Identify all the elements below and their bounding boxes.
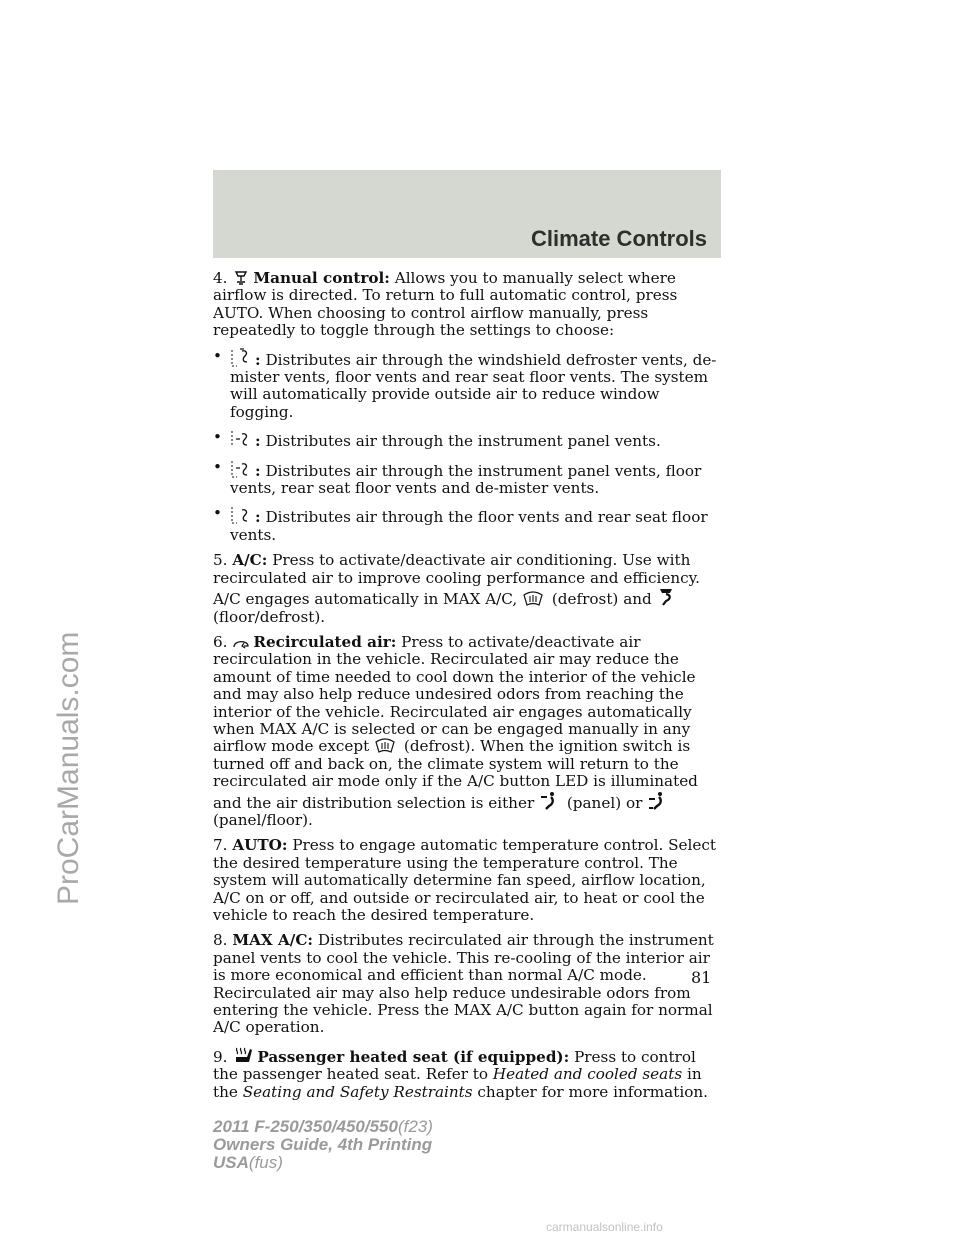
item-number: 6.	[213, 632, 228, 651]
bullet-text: Distributes air through the floor vents and rear seat floor vents.	[230, 508, 708, 544]
footer-market: USA	[213, 1153, 249, 1172]
bullet-dot: •	[213, 504, 222, 523]
bullet-colon: :	[255, 508, 261, 527]
item-text: Press to activate/deactivate air conditioning. Use with recirculated air to improve cooling performance and efficiency. A/C engages automatically in MAX A/C,	[213, 551, 701, 609]
heated-seat-icon	[232, 1045, 254, 1065]
bullet-text: Distributes air through the instrument panel vents.	[265, 432, 661, 451]
item-text-continued: (defrost). When the ignition switch is turned off and back on, the climate system will return to the recirculated air mode only if the A/C button LED is illuminated and the air distribution selection is either	[213, 737, 698, 812]
item-number: 5.	[213, 551, 228, 570]
item-6	[213, 634, 723, 829]
item-8	[213, 932, 723, 1036]
footer-market-code: (fus)	[248, 1153, 283, 1172]
item-text: Press to control the passenger heated seat. Refer to	[213, 1047, 696, 1084]
section-header-band	[213, 170, 721, 258]
defrost-icon	[374, 738, 396, 754]
defrost-icon	[522, 591, 544, 607]
footer-line-2: Owners Guide, 4th Printing	[213, 1135, 433, 1154]
bullet-colon: :	[255, 432, 261, 451]
item-9	[213, 1045, 723, 1101]
section-title: Climate Controls	[530, 226, 707, 251]
item-text: Distributes recirculated air through the instrument panel vents to cool the vehicle. This re-cooling of the interior air is more economical and efficient than normal A/C mode. Recirculated air may also help reduce undesirable odors from entering the vehicle. Press the MAX A/C button again for normal A/C operation.	[213, 931, 714, 1037]
floor-mode-icon	[230, 505, 252, 525]
recirculation-icon	[232, 638, 250, 650]
bullet-dot: •	[213, 428, 222, 447]
floor-defrost-label: (floor/defrost).	[213, 607, 326, 626]
reference-chapter: Seating and Safety Restraints	[242, 1082, 473, 1101]
footer-line-1	[213, 1118, 433, 1136]
bullet-panel-floor	[213, 459, 723, 498]
page-number: 81	[691, 968, 712, 987]
item-label: A/C:	[232, 551, 268, 570]
item-text-end: chapter for more information.	[477, 1082, 708, 1101]
item-7	[213, 837, 723, 924]
item-label: Manual control:	[253, 269, 390, 287]
bullet-colon: :	[255, 350, 261, 369]
item-label: MAX A/C:	[232, 931, 314, 950]
panel-floor-label: (panel/floor).	[213, 810, 313, 829]
bullet-panel	[213, 429, 723, 450]
item-number: 4.	[213, 269, 228, 287]
item-4	[213, 270, 723, 340]
panel-seat-icon	[539, 791, 559, 811]
item-text: Press to engage automatic temperature control. Select the desired temperature using the temperature control. The system will automatically determine fan speed, airflow location, A/C on or off, and outside or recirculated air, to heat or cool the vehicle to reach the desired temperature.	[213, 836, 716, 924]
item-number: 9.	[213, 1047, 228, 1066]
item-text: Allows you to manually select where airflow is directed. To return to full automatic control, press AUTO. When choosing to control airflow manually, press repeatedly to toggle through the settings to choose:	[213, 269, 678, 340]
item-5	[213, 552, 723, 626]
bullet-dot: •	[213, 457, 222, 476]
in-the-text: in the	[213, 1065, 702, 1101]
item-number: 8.	[213, 931, 228, 950]
bullet-text: Distributes air through the instrument panel vents, floor vents, rear seat floor vents and de-mister vents.	[230, 461, 702, 498]
watermark: ProCarManuals.com	[52, 631, 85, 905]
bullet-colon: :	[255, 461, 261, 480]
bullet-defrost-floor	[213, 348, 723, 422]
reference-heated-seats: Heated and cooled seats	[492, 1065, 683, 1084]
footer-line-3	[213, 1154, 433, 1172]
item-label: AUTO:	[232, 836, 288, 855]
footer-model: 2011 F-250/350/450/550	[213, 1117, 398, 1136]
item-label: Passenger heated seat (if equipped):	[257, 1047, 570, 1066]
defrost-floor-mode-icon	[230, 348, 252, 368]
item-number: 7.	[213, 836, 228, 855]
document-footer	[213, 1118, 433, 1172]
item-text: Press to activate/deactivate air recirculation in the vehicle. Recirculated air may reduce the amount of time needed to cool down the interior of the vehicle and may also help reduce undesired odors from reaching the interior of the vehicle. Recirculated air engages automatically when MAX A/C is selected or can be engaged manually in any airflow mode except	[213, 632, 696, 756]
footer-code: (f23)	[397, 1117, 433, 1136]
panel-mode-icon	[230, 429, 252, 449]
and-word: and	[623, 590, 652, 609]
manual-control-icon	[232, 270, 250, 286]
panel-label: (panel) or	[566, 793, 643, 812]
bullet-floor	[213, 505, 723, 544]
page-content	[213, 270, 723, 1109]
floor-defrost-icon	[657, 587, 677, 607]
panel-floor-mode-icon	[230, 459, 252, 479]
bullet-dot: •	[213, 346, 222, 365]
site-footer: carmanualsonline.info	[546, 1220, 663, 1234]
defrost-label: (defrost)	[551, 590, 619, 609]
item-label: Recirculated air:	[253, 632, 397, 651]
bullet-text: Distributes air through the windshield defroster vents, de-mister vents, floor vents and rear seat floor vents. The system will automatically provide outside air to reduce window fogging.	[230, 350, 717, 421]
panel-floor-seat-icon	[647, 791, 667, 811]
